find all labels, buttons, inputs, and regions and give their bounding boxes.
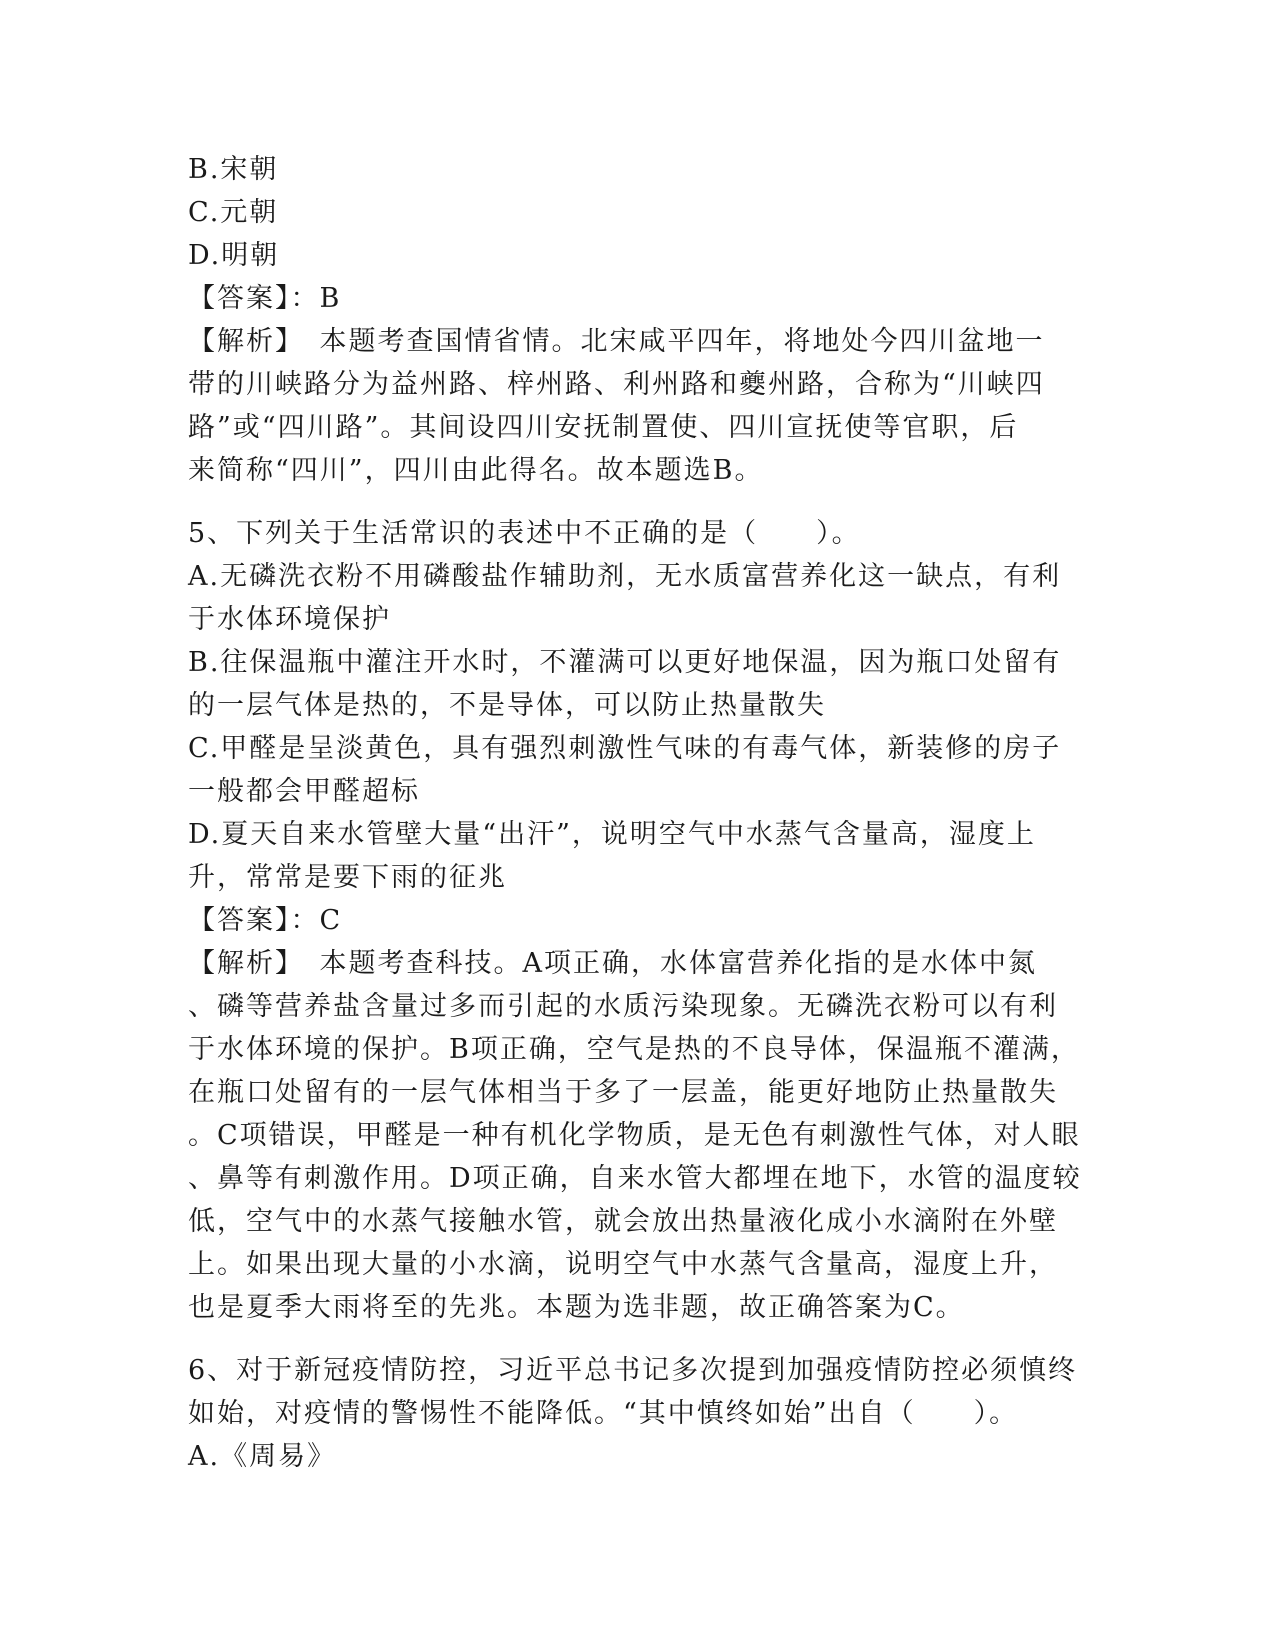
text-line: D.明朝 [188,240,280,271]
text-line: 、鼻等有刺激作用。D项正确，自来水管大都埋在地下，水管的温度较 [188,1163,1082,1194]
text-line: 也是夏季大雨将至的先兆。本题为选非题，故正确答案为C。 [188,1292,965,1323]
text-line: 路”或“四川路”。其间设四川安抚制置使、四川宣抚使等官职，后 [188,412,1019,443]
text-line: 5、下列关于生活常识的表述中不正确的是（ ）。 [188,518,861,549]
text-line: 于水体环境保护 [188,604,391,635]
text-line: 上。如果出现大量的小水滴，说明空气中水蒸气含量高，湿度上升， [188,1249,1058,1280]
text-line: A.无磷洗衣粉不用磷酸盐作辅助剂，无水质富营养化这一缺点，有利 [188,561,1062,592]
document-page [188,148,1088,1478]
text-line: C.甲醛是呈淡黄色，具有强烈刺激性气味的有毒气体，新装修的房子 [188,733,1062,764]
text-line: A.《周易》 [188,1441,337,1472]
text-line: 【答案】：B [188,283,342,314]
paragraph-gap [188,492,1088,512]
text-line: 【答案】：C [188,905,343,936]
paragraph-gap [188,1329,1088,1349]
text-line: B.往保温瓶中灌注开水时，不灌满可以更好地保温，因为瓶口处留有 [188,647,1062,678]
text-line: 来简称“四川”，四川由此得名。故本题选B。 [188,455,764,486]
text-line: D.夏天自来水管壁大量“出汗”，说明空气中水蒸气含量高，湿度上 [188,819,1036,850]
text-line: 在瓶口处留有的一层气体相当于多了一层盖，能更好地防止热量散失 [188,1077,1058,1108]
text-line: 低，空气中的水蒸气接触水管，就会放出热量液化成小水滴附在外壁 [188,1206,1058,1237]
text-line: 升，常常是要下雨的征兆 [188,862,507,893]
text-line: 如始，对疫情的警惕性不能降低。“其中慎终如始”出自（ ）。 [188,1398,1019,1429]
text-line: 。C项错误，甲醛是一种有机化学物质，是无色有刺激性气体，对人眼 [188,1120,1081,1151]
text-line: B.宋朝 [188,154,279,185]
text-line: 、磷等营养盐含量过多而引起的水质污染现象。无磷洗衣粉可以有利 [188,991,1058,1022]
text-line: 的一层气体是热的，不是导体，可以防止热量散失 [188,690,826,721]
text-line: 6、对于新冠疫情防控，习近平总书记多次提到加强疫情防控必须慎终 [188,1355,1078,1386]
text-line: C.元朝 [188,197,279,228]
text-line: 于水体环境的保护。B项正确，空气是热的不良导体，保温瓶不灌满， [188,1034,1080,1065]
text-line: 【解析】 本题考查国情省情。北宋咸平四年，将地处今四川盆地一 [188,326,1045,357]
text-line: 带的川峡路分为益州路、梓州路、利州路和夔州路，合称为“川峡四 [188,369,1045,400]
text-line: 【解析】 本题考查科技。A项正确，水体富营养化指的是水体中氮 [188,948,1037,979]
text-line: 一般都会甲醛超标 [188,776,420,807]
